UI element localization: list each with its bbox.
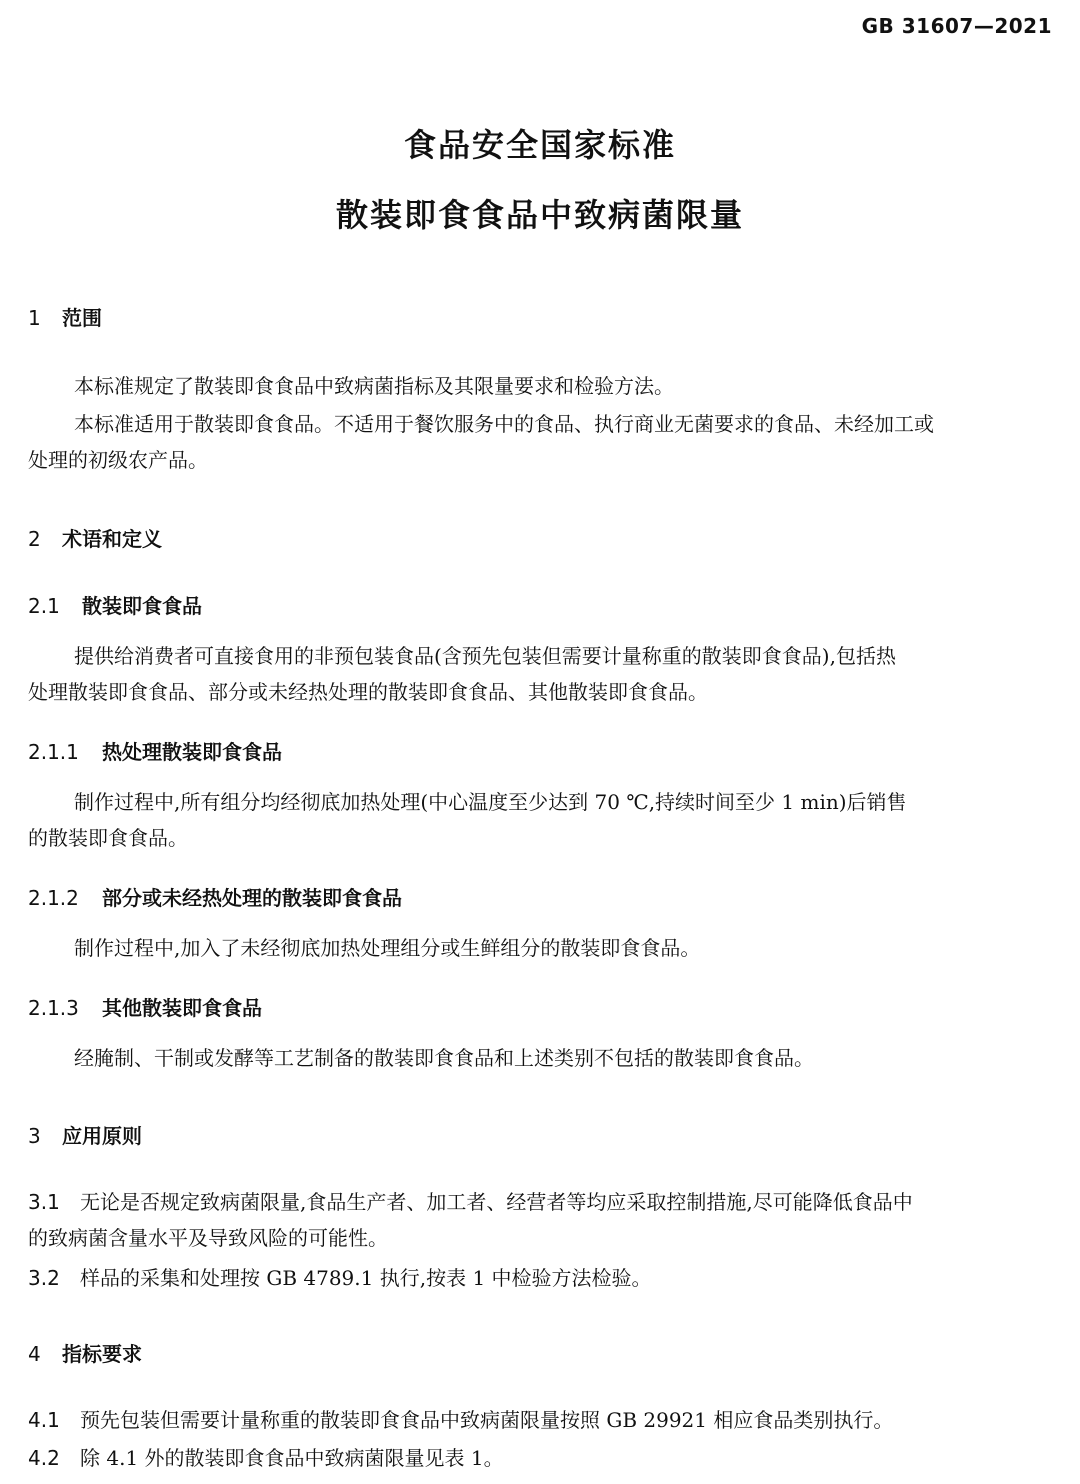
paragraph-line: 的致病菌含量水平及导致风险的可能性。 bbox=[28, 1226, 388, 1250]
section-title: 范围 bbox=[62, 306, 102, 330]
section-2-1-2-paragraph: 制作过程中,加入了未经彻底加热处理组分或生鲜组分的散装即食食品。 bbox=[74, 936, 701, 960]
section-number: 3 bbox=[28, 1124, 41, 1148]
paragraph-line: 的散装即食食品。 bbox=[28, 826, 188, 850]
section-number: 2.1.1 bbox=[28, 740, 79, 764]
section-title: 应用原则 bbox=[62, 1124, 142, 1148]
paragraph-line: 本标准适用于散装即食食品。不适用于餐饮服务中的食品、执行商业无菌要求的食品、未经加工或 bbox=[74, 412, 934, 436]
section-number: 4 bbox=[28, 1342, 41, 1366]
section-1-paragraph-2 bbox=[28, 406, 1054, 478]
clause-text: 除 4.1 外的散装即食食品中致病菌限量见表 1。 bbox=[80, 1446, 504, 1470]
section-2-1-1-paragraph bbox=[28, 784, 1054, 856]
clause-number: 3.1 bbox=[28, 1190, 60, 1214]
section-number: 2.1.2 bbox=[28, 886, 79, 910]
section-4-heading bbox=[28, 1338, 142, 1367]
paragraph-line bbox=[28, 1260, 1054, 1296]
clause-number: 3.2 bbox=[28, 1266, 60, 1290]
section-title: 指标要求 bbox=[62, 1342, 142, 1366]
section-2-1-1-heading bbox=[28, 736, 282, 765]
paragraph-line: 制作过程中,所有组分均经彻底加热处理(中心温度至少达到 70 ℃,持续时间至少 1 min)后销售 bbox=[74, 790, 907, 814]
section-title: 其他散装即食食品 bbox=[102, 996, 262, 1020]
section-number: 2.1 bbox=[28, 594, 60, 618]
section-number: 2 bbox=[28, 527, 41, 551]
paragraph-line: 处理散装即食食品、部分或未经热处理的散装即食食品、其他散装即食食品。 bbox=[28, 680, 708, 704]
section-2-1-heading bbox=[28, 590, 202, 619]
paragraph-line: 提供给消费者可直接食用的非预包装食品(含预先包装但需要计量称重的散装即食食品),包括热 bbox=[74, 644, 896, 668]
section-title: 散装即食食品 bbox=[82, 594, 202, 618]
paragraph-line bbox=[28, 1440, 1054, 1476]
clause-text: 无论是否规定致病菌限量,食品生产者、加工者、经营者等均应采取控制措施,尽可能降低食品中 bbox=[80, 1190, 913, 1214]
section-number: 2.1.3 bbox=[28, 996, 79, 1020]
clause-3-2 bbox=[28, 1260, 1054, 1296]
standard-code: GB 31607—2021 bbox=[861, 14, 1052, 38]
document-title: 食品安全国家标准 bbox=[403, 126, 676, 164]
section-2-heading bbox=[28, 523, 162, 552]
section-title: 术语和定义 bbox=[62, 527, 162, 551]
section-2-1-paragraph bbox=[28, 638, 1054, 710]
section-title: 部分或未经热处理的散装即食食品 bbox=[102, 886, 402, 910]
clause-number: 4.2 bbox=[28, 1446, 60, 1470]
section-1-paragraph-1: 本标准规定了散装即食食品中致病菌指标及其限量要求和检验方法。 bbox=[74, 374, 674, 398]
section-3-heading bbox=[28, 1120, 142, 1149]
paragraph-line: 处理的初级农产品。 bbox=[28, 448, 208, 472]
section-title: 热处理散装即食食品 bbox=[102, 740, 282, 764]
clause-text: 预先包装但需要计量称重的散装即食食品中致病菌限量按照 GB 29921 相应食品类别执行。 bbox=[80, 1408, 894, 1432]
clause-text: 样品的采集和处理按 GB 4789.1 执行,按表 1 中检验方法检验。 bbox=[80, 1266, 652, 1290]
clause-4-2 bbox=[28, 1440, 1054, 1476]
section-1-heading bbox=[28, 302, 102, 331]
clause-3-1 bbox=[28, 1184, 1054, 1256]
paragraph-line bbox=[28, 1184, 1054, 1220]
clause-number: 4.1 bbox=[28, 1408, 60, 1432]
paragraph-line bbox=[28, 1402, 1054, 1438]
document-subtitle: 散装即食食品中致病菌限量 bbox=[335, 196, 744, 234]
section-2-1-3-paragraph: 经腌制、干制或发酵等工艺制备的散装即食食品和上述类别不包括的散装即食食品。 bbox=[74, 1046, 814, 1070]
section-number: 1 bbox=[28, 306, 41, 330]
clause-4-1 bbox=[28, 1402, 1054, 1438]
section-2-1-3-heading bbox=[28, 992, 262, 1021]
section-2-1-2-heading bbox=[28, 882, 402, 911]
